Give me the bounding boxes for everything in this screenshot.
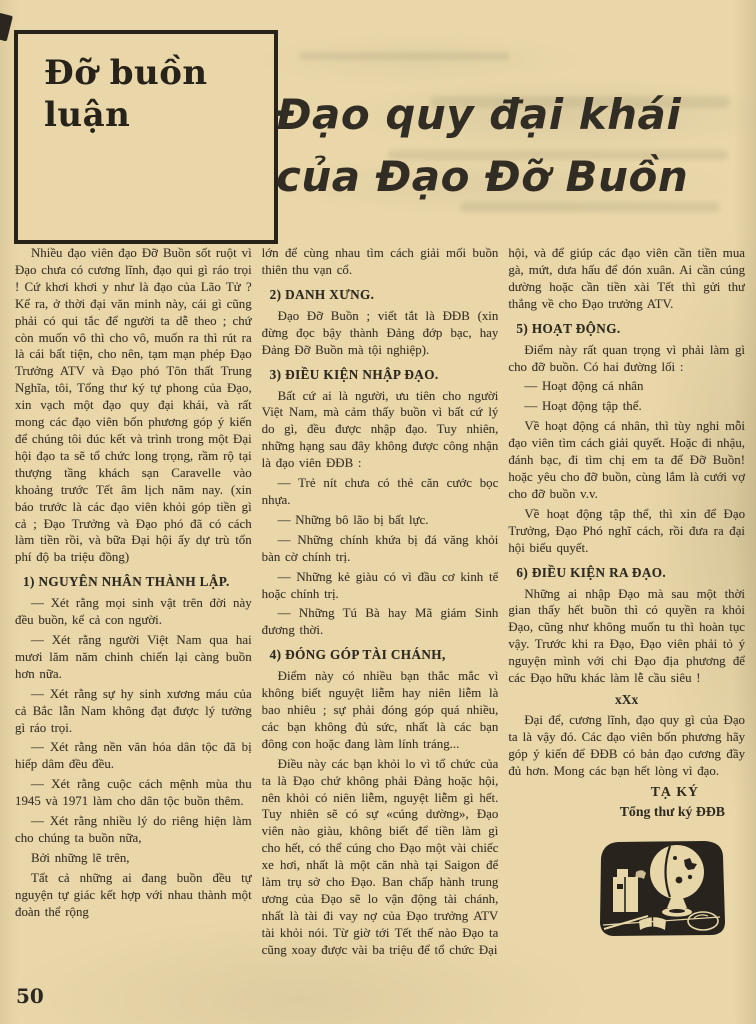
paragraph: — Những chính khứa bị đá văng khỏi bàn cờ chính trị.	[261, 532, 499, 564]
paragraph: — Hoạt động cá nhân	[524, 379, 644, 394]
paragraph: — Những kẻ giàu có vì đầu cơ kinh tế hoặc chính trị.	[261, 569, 499, 601]
column-title-line: Đỡ buồn	[44, 53, 208, 93]
paragraph: — Xét rằng nền văn hóa dân tộc đã bị hiếp dâm đều đều.	[15, 740, 252, 772]
paragraph: — Xét rằng mọi sinh vật trên đời này đều buồn, kể cả con người.	[15, 596, 252, 628]
signature-name: TẠ KÝ	[650, 783, 700, 799]
section-heading: 3) ĐIỀU KIỆN NHẬP ĐẠO.	[269, 366, 439, 382]
paragraph: Đại để, cương lĩnh, đạo quy gì của Đạo ta là vậy đó. Các đạo viên bốn phương hãy góp ý kiến để ĐĐB có bản đạo cương đầy đủ hơn. Mong các bạn hết lòng vì đạo.	[508, 712, 745, 778]
section-heading: 4) ĐÓNG GÓP TÀI CHÁNH,	[269, 647, 446, 663]
paragraph: Về hoạt động tập thể, thì xin để Đạo Trưởng, Đạo Phó nghĩ cách, rồi đưa ra đại hội biểu quyết.	[508, 506, 745, 555]
text-column	[262, 245, 499, 1017]
paragraph: Điểm này rất quan trọng vì phải làm gì cho đỡ buồn. Có hai đường lối :	[508, 342, 745, 374]
paragraph: Điểm này có nhiều bạn thắc mắc vì không biết nguyệt liễm hay niên liễm là bao nhiêu ; sự phải đóng góp quá nhiều, các bạn không đủ sức, nhất là các bạn đông con hoặc đang làm lính tráng...	[261, 669, 499, 751]
article-body	[15, 245, 745, 1017]
paragraph: Bởi những lẽ trên,	[31, 850, 130, 865]
paragraph: Những ai nhập Đạo mà sau một thời gian thấy hết buồn thì có quyền ra khỏi Đạo, cũng như không muốn tu thì hoàn tục vậy. Trước khi ra Đạo, Đạo viên phải tỏ ý nguyện mình với chi Đạo địa phương để các Đạo hữu khác làm lễ cầu siêu !	[508, 586, 745, 686]
signature-role: Tổng thư ký ĐĐB	[619, 803, 726, 819]
article-title	[276, 84, 746, 208]
paragraph: — Xét rằng sự hy sinh xương máu của cả Bắc lẫn Nam không đạt được lý tưởng gì ráo trọi.	[15, 686, 252, 735]
bleedthrough-mark	[300, 52, 510, 60]
scan-smudge	[0, 13, 13, 42]
paragraph: — Hoạt động tập thể.	[524, 399, 642, 414]
paragraph: hội, và để giúp các đạo viên cần tiền mua gà, mứt, dưa hấu để đón xuân. Ai cần cúng dường hoặc cần tiền xài Tết thì gửi thư thẳng về cho Đạo trưởng ATV.	[508, 246, 745, 311]
column-title-line: luận	[44, 95, 131, 135]
page-number: 50	[16, 984, 44, 1008]
section-divider: xXx	[615, 691, 639, 707]
paragraph: — Xét rằng nhiều lý do riêng hiện làm cho chúng ta buồn nữa,	[15, 814, 252, 845]
section-heading: 5) HOẠT ĐỘNG.	[516, 320, 621, 336]
article-title-line1: Đạo quy đại khái	[276, 90, 682, 139]
section-heading: 6) ĐIỀU KIỆN RA ĐẠO.	[516, 564, 667, 580]
section-heading: 1) NGUYÊN NHÂN THÀNH LẬP.	[23, 574, 230, 590]
paragraph: Nhiều đạo viên đạo Đỡ Buồn sốt ruột vì Đạo chưa có cương lĩnh, đạo qui gì ráo trọi ! Cứ khơi khơi y như là đạo của Lão Tử ? Kể ra, ở thời đại văn minh này, cái gì cũng phải có qui tắc để người ta dễ theo ; chứ còn muốn vô thì cho vô, muốn ra thì rút ra là cái bất tiện, cho nên, tạm mạn phép Đạo Trưởng ATV và Đạo phó Tôn thất Trung Nghĩa, tôi, Tổng thư ký tự phong của Đạo, xin vạch một đạo quy đại khái, và rất mong các đạo viên bốn phương góp ý kiến để chúng tôi đúc kết và trình trong một Đại hội đạo ta sẽ tổ chức long trọng, rầm rộ tại thượng tầng khách sạn Caravelle vào khoảng trước Tết âm lịch năm nay. (xin báo trước là các đạo viên khỏi góp tiền gì cả ; Đạo Trưởng và Đạo phó đã có cách làm tiền rồi, và bữa Đại hội ấy dự trù tổn phí độ ba triệu đồng)	[15, 246, 252, 565]
paragraph: — Xét rằng cuộc cách mệnh mùa thu 1945 và 1971 làm cho dân tộc buồn thêm.	[15, 777, 252, 809]
globe-books-illustration	[591, 836, 731, 940]
section-heading: 2) DANH XƯNG.	[269, 286, 375, 302]
paragraph: lớn để cùng nhau tìm cách giải mối buồn thiên thu vạn cổ.	[261, 246, 499, 277]
paragraph: Bất cứ ai là người, ưu tiên cho người Việt Nam, mà cảm thấy buồn vì bất cứ lý do gì, đều được nhập đạo. Tuy nhiên, những hạng sau đây không được công nhận là đạo viên ĐĐB :	[261, 388, 499, 471]
paragraph: — Những bô lão bị bất lực.	[277, 512, 429, 527]
text-column	[508, 245, 745, 1017]
paragraph: — Những Tú Bà hay Mã giám Sinh đương thời.	[261, 606, 499, 638]
text-column	[15, 245, 252, 1017]
column-title-box	[14, 30, 278, 244]
paragraph: Tất cả những ai đang buồn đều tự nguyện tự giác kết hợp với nhau thành một đoàn thể rộng	[15, 870, 252, 919]
paragraph: Đạo Đỡ Buồn ; viết tắt là ĐĐB (xin đừng đọc bậy thành Đảng đớp bạc, hay Đảng Đỡ Buồn mà tội nghiệp).	[261, 308, 499, 357]
paragraph: Về hoạt động cá nhân, thì tùy nghi mỗi đạo viên tìm cách giải quyết. Hoặc đi nhậu, đánh bạc, đi tìm chị em ta để Đỡ Buồn! hoặc yêu cho đỡ buồn, cùng lắm là cưới vợ cho đỡ buồn v.v.	[508, 419, 745, 501]
paragraph: — Trẻ nít chưa có thẻ căn cước bọc nhựa.	[261, 476, 499, 507]
paragraph: — Xét rằng người Việt Nam qua hai mươi lăm năm chinh chiến lại càng buồn hơn nữa.	[15, 633, 252, 681]
paragraph: Điều này các bạn khỏi lo vì tổ chức của ta là Đạo chứ không phải Đảng hoặc hội, nên khỏi có niên liễm, nguyệt liễm gì hết. Tuy nhiên sẽ có sự «cúng dường», Đạo viên nào giàu, không biết để tiền làm gì cho hết, có thể cúng cho Đạo một vài chiếc xe hơi, nhất là một căn nhà tại Saigon để làm trụ sở cho Đạo. Ban chấp hành trung ương của Đạo sẽ lo vận động tài chánh, nhất là tài đi vay nợ của Đạo trưởng ATV tài khỏi nói. Từ giờ tới Tết thế nào Đạo ta cũng xoay được vài ba triệu để tổ chức Đại	[261, 756, 499, 957]
article-title-line2: của Đạo Đỡ Buồn	[276, 152, 689, 201]
